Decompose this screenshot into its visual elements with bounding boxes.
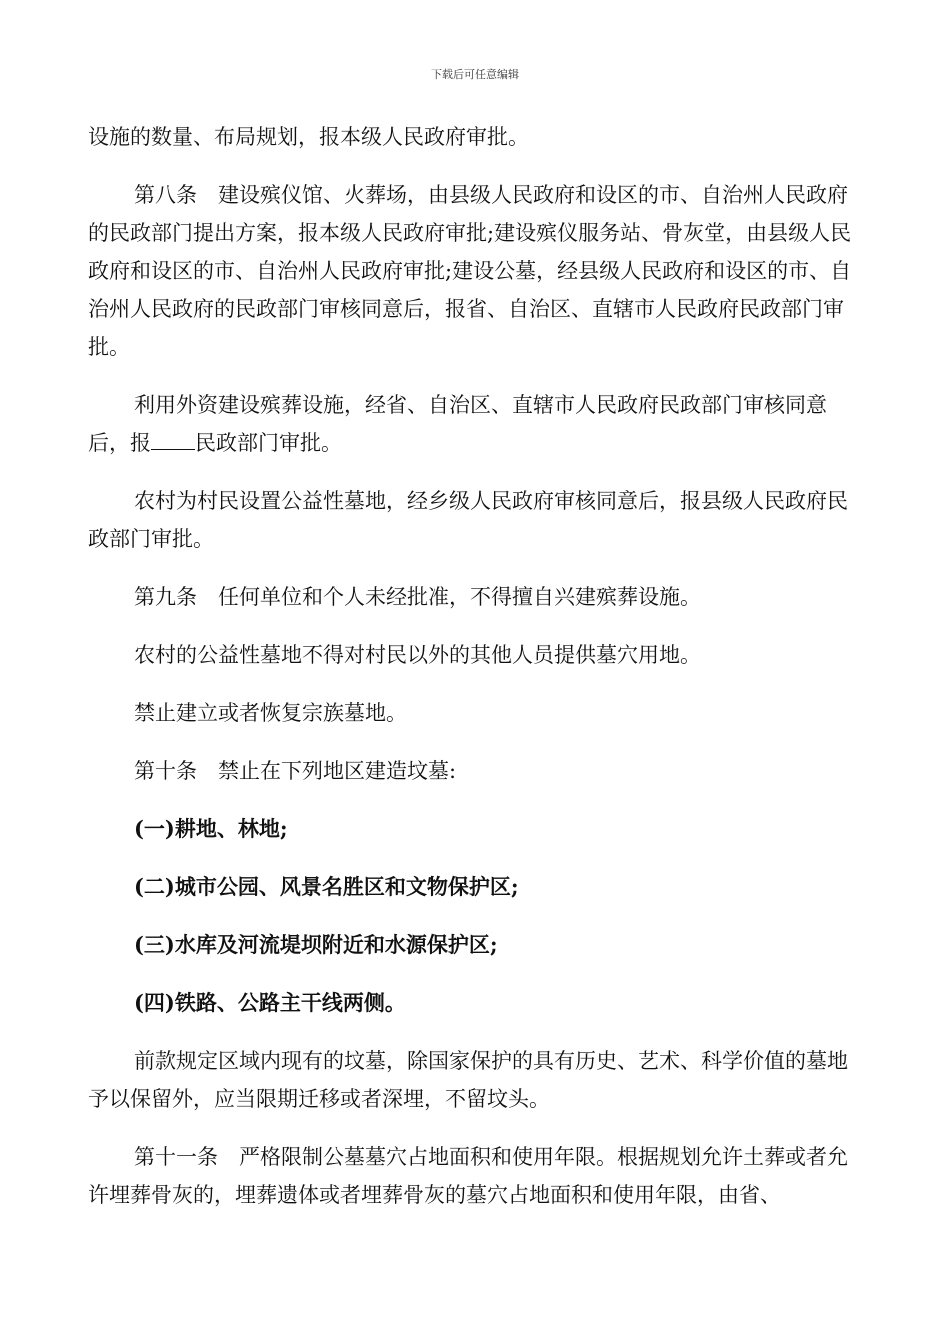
article-10: 第十条 禁止在下列地区建造坟墓: bbox=[134, 759, 457, 783]
paragraph: 农村为村民设置公益性墓地，经乡级人民政府审核同意后，报县级人民政府民政部门审批。 bbox=[88, 489, 848, 551]
article-8: 第八条 建设殡仪馆、火葬场，由县级人民政府和设区的市、自治州人民政府的民政部门提出方案，报本级人民政府审批;建设殡仪服务站、骨灰堂，由县级人民政府和设区的市、自治州人民政府审批;建设公墓，经县级人民政府和设区的市、自治州人民政府的民政部门审核同意后，报省、自治区、直辖市人民政府民政部门审批。 bbox=[88, 183, 852, 359]
paragraph bbox=[88, 386, 862, 462]
fill-blank bbox=[151, 448, 195, 450]
document-body bbox=[88, 118, 862, 1214]
paragraph: 设施的数量、布局规划，报本级人民政府审批。 bbox=[88, 125, 529, 149]
paragraph-text: 民政部门审批。 bbox=[195, 431, 342, 455]
list-item: (三)水库及河流堤坝附近和水源保护区; bbox=[134, 932, 498, 957]
paragraph-text: 利用外资建设殡葬设施，经省、自治区、直辖市人民政府民政部门审核同意后，报 bbox=[88, 393, 827, 455]
article-11: 第十一条 严格限制公墓墓穴占地面积和使用年限。根据规划允许土葬或者允许埋葬骨灰的，埋葬遗体或者埋葬骨灰的墓穴占地面积和使用年限，由省、 bbox=[88, 1145, 848, 1207]
list-item: (一)耕地、林地; bbox=[134, 816, 288, 841]
paragraph: 禁止建立或者恢复宗族墓地。 bbox=[134, 701, 407, 725]
article-9: 第九条 任何单位和个人未经批准，不得擅自兴建殡葬设施。 bbox=[134, 585, 701, 609]
page-header: 下载后可任意编辑 bbox=[431, 68, 519, 81]
list-item: (二)城市公园、风景名胜区和文物保护区; bbox=[134, 874, 519, 899]
paragraph: 前款规定区域内现有的坟墓，除国家保护的具有历史、艺术、科学价值的墓地予以保留外，应当限期迁移或者深埋，不留坟头。 bbox=[88, 1049, 848, 1111]
paragraph: 农村的公益性墓地不得对村民以外的其他人员提供墓穴用地。 bbox=[134, 643, 701, 667]
list-item: (四)铁路、公路主干线两侧。 bbox=[134, 990, 406, 1015]
